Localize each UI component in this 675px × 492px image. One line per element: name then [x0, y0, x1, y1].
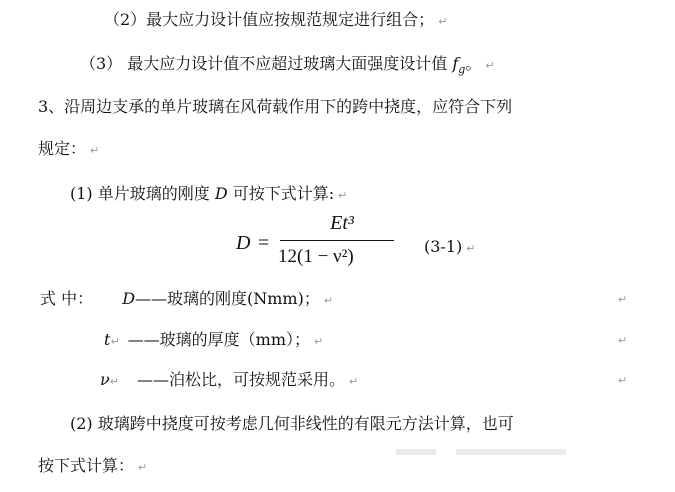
item-2b-text-1: (2) 玻璃跨中挠度可按考虑几何非线性的有限元方法计算，也可	[70, 414, 514, 433]
paragraph-mark-icon: ↵	[485, 59, 495, 72]
definition-t-line	[104, 330, 323, 352]
item-3-line	[80, 54, 495, 80]
item-1-text-a: (1) 单片玻璃的刚度	[70, 184, 215, 203]
item-2-text: （2）最大应力设计值应按规范规定进行组合；	[104, 10, 435, 29]
section-3-text-1: 3、沿周边支承的单片玻璃在风荷载作用下的跨中挠度，应符合下列	[38, 97, 513, 116]
paragraph-mark-icon: ↵	[109, 375, 119, 388]
item-3-end: 。	[465, 54, 482, 73]
paragraph-mark-icon: ↵	[348, 375, 359, 388]
paragraph-mark-icon: ↵	[338, 189, 348, 202]
definition-d-line	[40, 289, 333, 311]
paragraph-mark-icon: ↵	[323, 294, 334, 307]
stiffness-formula	[236, 210, 376, 274]
item-3-text: （3） 最大应力设计值不应超过玻璃大面强度设计值	[80, 54, 453, 73]
section-3-text-2: 规定：	[38, 139, 87, 158]
fg-symbol: f	[452, 54, 459, 73]
item-1-text-b: 可按下式计算:	[227, 184, 335, 203]
section-3-line-1	[38, 97, 512, 117]
item-2b-line-2	[38, 456, 147, 478]
formula-numerator: Et³	[330, 212, 354, 234]
fraction-bar	[280, 240, 394, 241]
right-margin-mark-icon: ↵	[618, 293, 628, 306]
fg-subscript: g	[458, 63, 466, 76]
definition-t-text: ——玻璃的厚度（mm）；	[127, 330, 311, 349]
paragraph-mark-icon: ↵	[138, 461, 148, 474]
faded-text-fragment	[456, 449, 566, 455]
right-margin-mark-icon: ↵	[618, 374, 628, 387]
definition-t-symbol: t	[104, 330, 111, 349]
formula-equals: =	[258, 232, 270, 254]
section-3-line-2	[38, 139, 99, 161]
formula-lhs: D	[236, 232, 251, 254]
right-margin-mark-icon: ↵	[618, 334, 628, 347]
equation-number-text: (3-1)	[424, 237, 463, 256]
d-symbol: D	[214, 184, 228, 203]
item-1-line	[70, 184, 347, 206]
definition-label: 式 中：	[40, 289, 94, 308]
item-2b-line-1	[70, 414, 514, 434]
item-2b-text-2: 按下式计算：	[38, 456, 135, 475]
definition-nu-text: ——泊松比，可按规范采用。	[136, 370, 345, 389]
paragraph-mark-icon: ↵	[466, 242, 476, 255]
paragraph-mark-icon: ↵	[90, 144, 100, 157]
equation-number	[424, 237, 475, 256]
formula-denominator: 12(1 − ν²)	[278, 246, 354, 267]
definition-d-text: ——玻璃的刚度(Nmm)；	[135, 289, 320, 308]
paragraph-mark-icon: ↵	[110, 335, 120, 348]
faded-text-fragment	[396, 449, 436, 455]
item-2-line	[104, 10, 447, 32]
paragraph-mark-icon: ↵	[438, 15, 448, 28]
definition-d-symbol: D	[122, 289, 136, 308]
definition-nu-symbol: ν	[100, 370, 110, 389]
paragraph-mark-icon: ↵	[314, 335, 324, 348]
definition-nu-line	[100, 370, 358, 392]
